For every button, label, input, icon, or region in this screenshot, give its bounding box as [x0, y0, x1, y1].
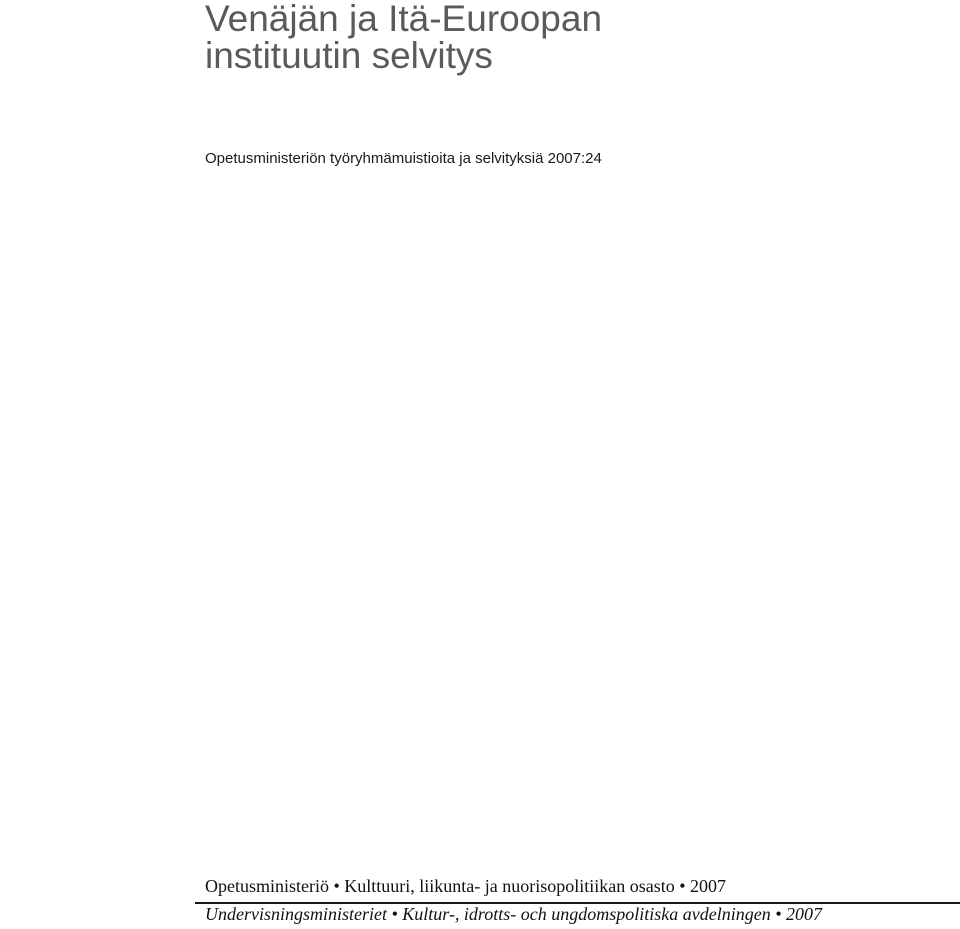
series-label: Opetusministeriön työryhmämuistioita ja selvityksiä 2007:24: [205, 150, 602, 167]
publisher-line-swedish: Undervisningsministeriet • Kultur-, idrotts- och ungdomspolitiska avdelningen • 2007: [205, 904, 823, 924]
publisher-line-finnish: Opetusministeriö • Kulttuuri, liikunta- ja nuorisopolitiikan osasto • 2007: [205, 876, 727, 896]
title-line-2: instituutin selvitys: [205, 35, 493, 76]
title-line-1: Venäjän ja Itä-Euroopan: [205, 0, 603, 39]
document-title: [205, 0, 602, 74]
